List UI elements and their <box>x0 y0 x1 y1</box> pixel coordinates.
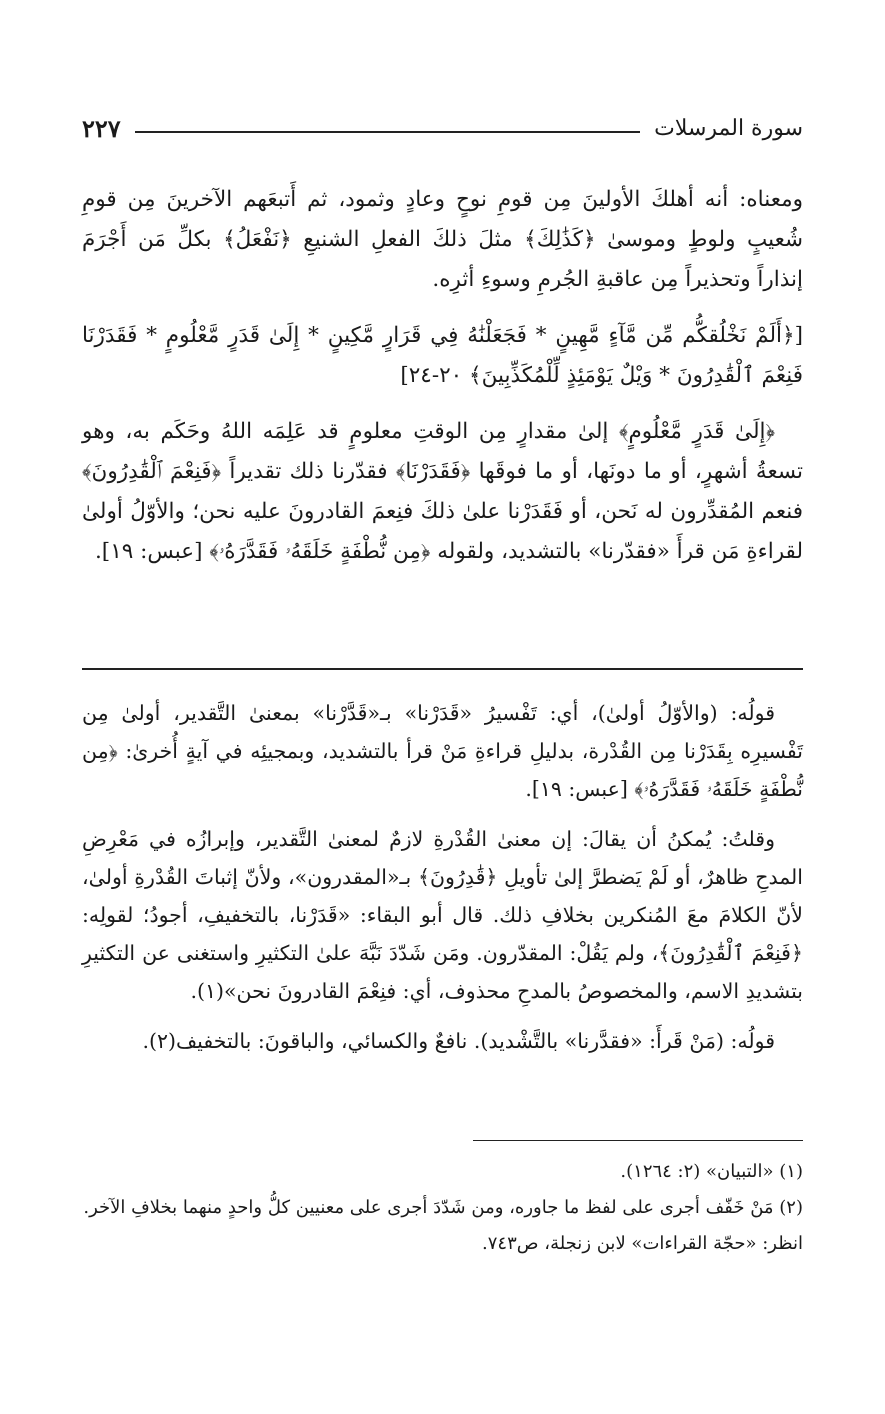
verse-block: [﴿أَلَمْ نَخْلُقكُّم مِّن مَّآءٍ مَّهِينٍ * فَجَعَلْنَٰهُ فِي قَرَارٍ مَّكِينٍ * إِلَىٰ قَدَرٍ مَّعْلُومٍ * فَقَدَرْنَا فَنِعْمَ ٱلْقَٰدِرُونَ * وَيْلٌ يَوْمَئِذٍ لِّلْمُكَذِّبِينَ﴾ ٢٠-٢٤] <box>82 323 803 388</box>
footnote-2: (٢) مَنْ خَفّف أجرى على لفظ ما جاوره، ومن شَدّدَ أجرى على معنيين كلُّ واحدٍ منهما بخلافِ الآخر. <box>83 1197 803 1218</box>
commentary-text <box>82 694 803 1072</box>
commentary-paragraph-1: قولُه: (والأوّلُ أولىٰ)، أي: تَفْسيرُ «قَدَرْنا» بـ«قَدَّرْنا» بمعنىٰ التَّقدير، أولىٰ مِن تَفْسيرِه بِقَدَرْنا مِن القُدْرة، بدليلِ قراءةِ مَنْ قرأ بالتشديد، وبمجيئِه في آيةٍ أُخرىٰ: ﴿مِن نُّطْفَةٍ خَلَقَهُۥ فَقَدَّرَهُۥ﴾ [عبس: ١٩]. <box>82 701 803 801</box>
footnote-2-continuation: انظر: «حجّة القراءات» لابن زنجلة، ص٧٤٣. <box>482 1233 803 1254</box>
surah-title: سورة المرسلات <box>654 115 803 141</box>
main-paragraph-1: ومعناه: أنه أهلكَ الأولينَ مِن قومِ نوحٍ وعادٍ وثمود، ثم أَتبعَهم الآخرينَ مِن قومِ شُعيبٍ ولوطٍ وموسىٰ ﴿كَذَٰلِكَ﴾ مثلَ ذلكَ الفعلِ الشنيعِ ﴿نَفْعَلُ﴾ بكلِّ مَن أَجْرَمَ إنذاراً وتحذيراً مِن عاقبةِ الجُرمِ وسوءِ أثرِه. <box>82 187 803 292</box>
footnote-separator <box>473 1140 803 1141</box>
header-rule <box>135 131 640 133</box>
page-number: ٢٢٧ <box>82 113 121 143</box>
main-paragraph-2: ﴿إِلَىٰ قَدَرٍ مَّعْلُومٍ﴾ إلىٰ مقدارٍ مِن الوقتِ معلومٍ قد عَلِمَه اللهُ وحَكَم به، وهو تسعةُ أشهرٍ، أو ما دونَها، أو ما فوقَها ﴿فَقَدَرْنَا﴾ فقدّرنا ذلك تقديراً ﴿فَنِعْمَ ٱلْقَٰدِرُونَ﴾ فنعم المُقدِّرون له نَحن، أو فَقَدَرْنا علىٰ ذلكَ فنِعمَ القادرونَ عليه نحن؛ والأوّلُ أولىٰ لقراءةِ مَن قرأَ «فقدّرنا» بالتشديد، ولقوله ﴿مِن نُّطْفَةٍ خَلَقَهُۥ فَقَدَّرَهُۥ﴾ [عبس: ١٩]. <box>82 419 803 564</box>
main-text <box>82 180 803 588</box>
commentary-paragraph-3: قولُه: (مَنْ قَرأَ: «فقدَّرنا» بالتَّشْديد). نافعٌ والكسائي، والباقونَ: بالتخفيف(٢). <box>142 1029 775 1053</box>
footnote-1: (١) «التبيان» (٢: ١٢٦٤). <box>620 1161 803 1182</box>
page-header <box>82 108 803 148</box>
commentary-paragraph-2: وقلتُ: يُمكنُ أن يقالَ: إن معنىٰ القُدْرةِ لازمٌ لمعنىٰ التَّقدير، وإبرازُه في مَعْرِضِ المدحِ ظاهرٌ، أو لَمْ يَضطرَّ إلىٰ تأويلِ ﴿قَٰدِرُونَ﴾ بـ«المقدرون»، ولأنّ إثباتَ القُدْرةِ أولىٰ، لأنّ الكلامَ معَ المُنكرين بخلافِ ذلك. قال أبو البقاء: «قَدَرْنا، بالتخفيفِ، أجودُ؛ لقولِه: ﴿فَنِعْمَ ٱلْقَٰدِرُونَ﴾، ولم يَقُلْ: المقدّرون. ومَن شَدّدَ نَبَّهَ علىٰ التكثيرِ واستغنى عن التكثيرِ بتشديدِ الاسم، والمخصوصُ بالمدحِ محذوف، أي: فنِعْمَ القادرونَ نحن»(١). <box>82 827 803 1003</box>
footnotes <box>82 1156 803 1264</box>
main-separator <box>82 668 803 670</box>
